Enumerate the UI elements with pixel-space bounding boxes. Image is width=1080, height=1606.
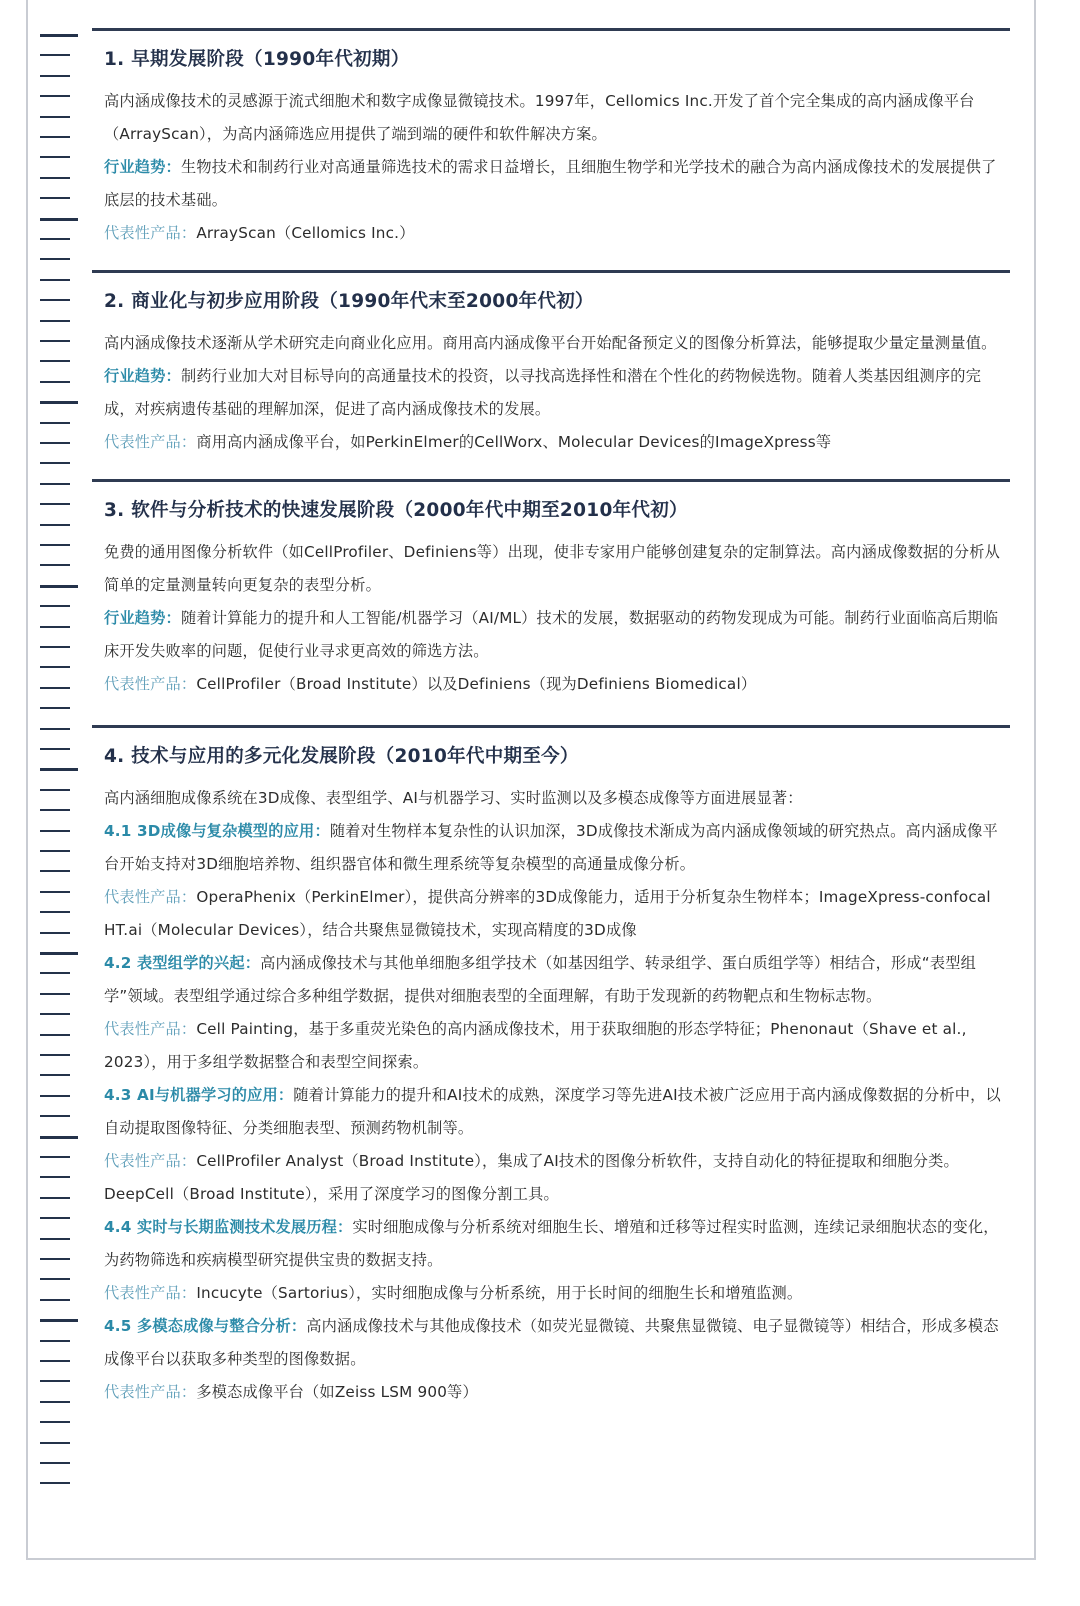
ruler-tick <box>40 789 70 791</box>
ruler-tick <box>40 238 70 240</box>
product-paragraph <box>104 1145 1010 1211</box>
ruler-tick <box>40 1074 70 1076</box>
ruler-tick <box>40 1238 70 1240</box>
subsection-4-2 <box>104 947 1010 1013</box>
ruler-tick <box>40 1299 70 1301</box>
ruler-tick <box>40 1360 70 1362</box>
subsection-4-5 <box>104 1310 1010 1376</box>
ruler-tick <box>40 605 70 607</box>
ruler-tick <box>40 320 70 322</box>
section-1 <box>92 28 1010 270</box>
ruler-tick <box>40 1054 70 1056</box>
subsection-text: 随着对生物样本复杂性的认识加深，3D成像技术渐成为高内涵成像领域的研究热点。高内涵成像平台开始支持对3D细胞培养物、组织器官体和微生理系统等复杂模型的高通量成像分析。 <box>104 822 998 873</box>
product-label: 代表性产品： <box>104 1383 197 1401</box>
product-text: CellProfiler Analyst（Broad Institute），集成了AI技术的图像分析软件，支持自动化的特征提取和细胞分类。DeepCell（Broad Institute），采用了深度学习的图像分割工具。 <box>104 1152 959 1203</box>
ruler-tick <box>40 952 78 955</box>
trend-label: 行业趋势： <box>104 158 181 176</box>
subsection-label: 4.1 3D成像与复杂模型的应用： <box>104 822 330 840</box>
product-paragraph <box>104 426 1010 459</box>
product-text: 商用高内涵成像平台，如PerkinElmer的CellWorx、Molecular Devices的ImageXpress等 <box>196 433 832 451</box>
ruler-tick <box>40 483 70 485</box>
ruler-tick <box>40 1258 70 1260</box>
ruler-tick <box>40 626 70 628</box>
ruler-tick <box>40 75 70 77</box>
ruler-tick <box>40 1156 70 1158</box>
trend-text: 生物技术和制药行业对高通量筛选技术的需求日益增长，且细胞生物学和光学技术的融合为高内涵成像技术的发展提供了底层的技术基础。 <box>104 158 997 209</box>
ruler-tick <box>40 646 70 648</box>
ruler-tick <box>40 503 70 505</box>
ruler-tick <box>40 687 70 689</box>
ruler-tick <box>40 442 70 444</box>
product-text: Incucyte（Sartorius），实时细胞成像与分析系统，用于长时间的细胞生长和增殖监测。 <box>196 1284 803 1302</box>
ruler-tick <box>40 524 70 526</box>
product-label: 代表性产品： <box>104 224 197 242</box>
ruler-tick <box>40 1380 70 1382</box>
section-title: 1. 早期发展阶段（1990年代初期） <box>104 49 410 70</box>
section-2 <box>92 270 1010 479</box>
ruler-tick <box>40 850 70 852</box>
ruler-tick <box>40 544 70 546</box>
ruler-tick <box>40 279 70 281</box>
section-3 <box>92 479 1010 725</box>
product-text: ArrayScan（Cellomics Inc.） <box>196 224 415 242</box>
product-paragraph <box>104 1277 1010 1310</box>
ruler-tick <box>40 707 70 709</box>
ruler-tick <box>40 1462 70 1464</box>
product-text: 多模态成像平台（如Zeiss LSM 900等） <box>196 1383 478 1401</box>
ruler-tick <box>40 156 70 158</box>
subsection-text: 随着计算能力的提升和AI技术的成熟，深度学习等先进AI技术被广泛应用于高内涵成像数据的分析中，以自动提取图像特征、分类细胞表型、预测药物机制等。 <box>104 1086 1001 1137</box>
ruler-tick <box>40 1034 70 1036</box>
product-label: 代表性产品： <box>104 1152 197 1170</box>
subsection-label: 4.4 实时与长期监测技术发展历程： <box>104 1218 353 1236</box>
subsection-text: 实时细胞成像与分析系统对细胞生长、增殖和迁移等过程实时监测，连续记录细胞状态的变化，为药物筛选和疾病模型研究提供宝贵的数据支持。 <box>104 1218 999 1269</box>
ruler-tick <box>40 136 70 138</box>
ruler-tick <box>40 1319 78 1322</box>
ruler-tick <box>40 1442 70 1444</box>
section-divider <box>92 28 1010 31</box>
ruler-tick <box>40 585 78 588</box>
product-label: 代表性产品： <box>104 1284 197 1302</box>
subsection-4-3 <box>104 1079 1010 1145</box>
left-ruler-decoration <box>40 34 74 1504</box>
section-body: 高内涵成像技术逐渐从学术研究走向商业化应用。商用高内涵成像平台开始配备预定义的图像分析算法，能够提取少量定量测量值。 <box>104 334 997 352</box>
product-label: 代表性产品： <box>104 888 197 906</box>
ruler-tick <box>40 1278 70 1280</box>
section-divider <box>92 479 1010 482</box>
ruler-tick <box>40 54 70 56</box>
ruler-tick <box>40 381 70 383</box>
trend-text: 制药行业加大对目标导向的高通量技术的投资，以寻找高选择性和潜在个性化的药物候选物。随着人类基因组测序的完成，对疾病遗传基础的理解加深，促进了高内涵成像技术的发展。 <box>104 367 982 418</box>
ruler-tick <box>40 932 70 934</box>
document-content <box>92 28 1010 1409</box>
ruler-tick <box>40 728 70 730</box>
product-label: 代表性产品： <box>104 675 197 693</box>
section-divider <box>92 725 1010 728</box>
ruler-tick <box>40 340 70 342</box>
ruler-tick <box>40 1115 70 1117</box>
ruler-tick <box>40 116 70 118</box>
ruler-tick <box>40 299 70 301</box>
ruler-tick <box>40 830 70 832</box>
product-paragraph <box>104 1013 1010 1079</box>
ruler-tick <box>40 911 70 913</box>
ruler-tick <box>40 218 78 221</box>
ruler-tick <box>40 95 70 97</box>
subsection-4-1 <box>104 815 1010 881</box>
trend-paragraph <box>104 360 1010 426</box>
product-paragraph <box>104 881 1010 947</box>
ruler-tick <box>40 768 78 771</box>
ruler-tick <box>40 748 70 750</box>
trend-paragraph <box>104 602 1010 668</box>
product-paragraph <box>104 217 1010 250</box>
ruler-tick <box>40 1401 70 1403</box>
product-text: Cell Painting，基于多重荧光染色的高内涵成像技术，用于获取细胞的形态学特征；Phenonaut（Shave et al., 2023），用于多组学数据整合和表型空间探索。 <box>104 1020 967 1071</box>
ruler-tick <box>40 972 70 974</box>
ruler-tick <box>40 1095 70 1097</box>
section-4 <box>92 725 1010 1409</box>
section-title: 2. 商业化与初步应用阶段（1990年代末至2000年代初） <box>104 291 594 312</box>
product-paragraph <box>104 1376 1010 1409</box>
ruler-tick <box>40 177 70 179</box>
ruler-tick <box>40 891 70 893</box>
section-title: 4. 技术与应用的多元化发展阶段（2010年代中期至今） <box>104 746 579 767</box>
ruler-tick <box>40 34 78 37</box>
section-body: 免费的通用图像分析软件（如CellProfiler、Definiens等）出现，使非专家用户能够创建复杂的定制算法。高内涵成像数据的分析从简单的定量测量转向更复杂的表型分析。 <box>104 543 1000 594</box>
ruler-tick <box>40 360 70 362</box>
section-divider <box>92 270 1010 273</box>
ruler-tick <box>40 666 70 668</box>
ruler-tick <box>40 870 70 872</box>
ruler-tick <box>40 1340 70 1342</box>
section-title: 3. 软件与分析技术的快速发展阶段（2000年代中期至2010年代初） <box>104 500 688 521</box>
ruler-tick <box>40 197 70 199</box>
ruler-tick <box>40 809 70 811</box>
trend-paragraph <box>104 151 1010 217</box>
ruler-tick <box>40 422 70 424</box>
subsection-4-4 <box>104 1211 1010 1277</box>
subsection-label: 4.3 AI与机器学习的应用： <box>104 1086 294 1104</box>
product-text: OperaPhenix（PerkinElmer），提供高分辨率的3D成像能力，适用于分析复杂生物样本；ImageXpress-confocal HT.ai（Molecular Devices），结合共聚焦显微镜技术，实现高精度的3D成像 <box>104 888 991 939</box>
subsection-label: 4.5 多模态成像与整合分析： <box>104 1317 307 1335</box>
ruler-tick <box>40 1217 70 1219</box>
product-label: 代表性产品： <box>104 433 197 451</box>
trend-text: 随着计算能力的提升和人工智能/机器学习（AI/ML）技术的发展，数据驱动的药物发现成为可能。制药行业面临高后期临床开发失败率的问题，促使行业寻求更高效的筛选方法。 <box>104 609 999 660</box>
subsection-text: 高内涵成像技术与其他成像技术（如荧光显微镜、共聚焦显微镜、电子显微镜等）相结合，形成多模态成像平台以获取多种类型的图像数据。 <box>104 1317 999 1368</box>
ruler-tick <box>40 1013 70 1015</box>
ruler-tick <box>40 462 70 464</box>
ruler-tick <box>40 1176 70 1178</box>
product-label: 代表性产品： <box>104 1020 197 1038</box>
ruler-tick <box>40 401 78 404</box>
ruler-tick <box>40 1482 70 1484</box>
ruler-tick <box>40 1197 70 1199</box>
ruler-tick <box>40 258 70 260</box>
ruler-tick <box>40 1421 70 1423</box>
section-intro: 高内涵细胞成像系统在3D成像、表型组学、AI与机器学习、实时监测以及多模态成像等方面进展显著： <box>104 789 803 807</box>
section-body: 高内涵成像技术的灵感源于流式细胞术和数字成像显微镜技术。1997年，Cellomics Inc.开发了首个完全集成的高内涵成像平台（ArrayScan），为高内涵筛选应用提供了端到端的硬件和软件解决方案。 <box>104 92 975 143</box>
ruler-tick <box>40 993 70 995</box>
trend-label: 行业趋势： <box>104 609 181 627</box>
product-text: CellProfiler（Broad Institute）以及Definiens（现为Definiens Biomedical） <box>196 675 757 693</box>
subsection-label: 4.2 表型组学的兴起： <box>104 954 261 972</box>
subsection-text: 高内涵成像技术与其他单细胞多组学技术（如基因组学、转录组学、蛋白质组学等）相结合，形成“表型组学”领域。表型组学通过综合多种组学数据，提供对细胞表型的全面理解，有助于发现新的药物靶点和生物标志物。 <box>104 954 976 1005</box>
ruler-tick <box>40 564 70 566</box>
product-paragraph <box>104 668 1010 701</box>
trend-label: 行业趋势： <box>104 367 181 385</box>
ruler-tick <box>40 1136 78 1139</box>
